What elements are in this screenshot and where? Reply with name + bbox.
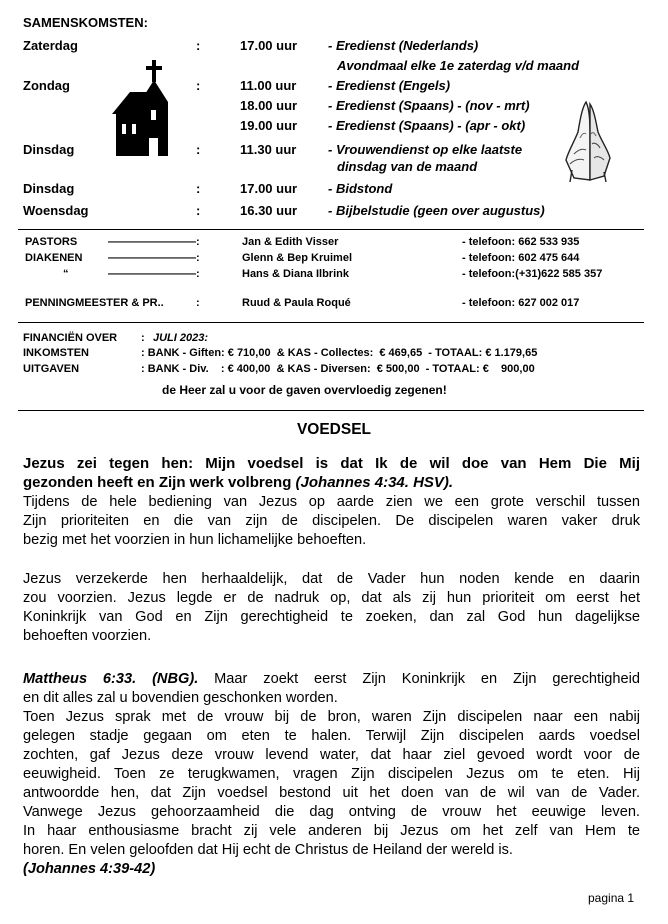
schedule-time: 11.30 uur bbox=[240, 142, 297, 157]
contact-names: Jan & Edith Visser bbox=[242, 236, 339, 248]
schedule-description: dinsdag van de maand bbox=[337, 159, 478, 174]
blessing-text: de Heer zal u voor de gaven overvloedig zegenen! bbox=[162, 383, 447, 397]
paragraph-1 bbox=[23, 493, 640, 550]
contact-names: Hans & Diana Ilbrink bbox=[242, 268, 349, 280]
schedule-day: Dinsdag bbox=[23, 181, 75, 196]
contact-phone: - telefoon: 602 475 644 bbox=[462, 252, 580, 264]
paragraph-line: zou voorzien. Jezus legde er de nadruk op, dat als zij hun prioriteit om eerst het bbox=[23, 590, 640, 606]
praying-hands-icon bbox=[560, 98, 616, 182]
schedule-colon: : bbox=[196, 203, 201, 218]
paragraph-line: en dit alles zal u bovendien geschonken worden. bbox=[23, 690, 338, 706]
schedule-description: Avondmaal elke 1e zaterdag v/d maand bbox=[337, 58, 580, 73]
schedule-colon: : bbox=[196, 38, 201, 53]
contact-role: DIAKENEN bbox=[25, 252, 83, 264]
paragraph-line: In haar enthousiasme bracht zij vele anderen bij Jezus om het zelf van Hem te bbox=[23, 823, 640, 839]
schedule-description: - Bidstond bbox=[328, 181, 393, 196]
finances-label: FINANCIËN OVER bbox=[23, 332, 118, 344]
church-icon bbox=[112, 58, 184, 158]
schedule-heading: SAMENSKOMSTEN: bbox=[23, 15, 148, 30]
contact-role: “ bbox=[63, 268, 69, 280]
schedule-time: 16.30 uur bbox=[240, 203, 298, 218]
paragraph-line: Vanwege Jezus gehoorzaamheid die dag ontving de vrouw het eeuwige leven. bbox=[23, 804, 640, 820]
contact-dash: ————————: bbox=[108, 252, 200, 264]
expense-text: : BANK - Div. : € 400,00 & KAS - Diversen: € 500,00 - TOTAAL: € 900,00 bbox=[141, 363, 535, 375]
schedule-time: 18.00 uur bbox=[240, 98, 298, 113]
contact-role: PASTORS bbox=[25, 236, 78, 248]
p3-ref: Mattheus 6:33. (NBG). bbox=[23, 671, 199, 687]
divider bbox=[18, 322, 644, 323]
schedule-time: 19.00 uur bbox=[240, 118, 298, 133]
contact-dash: : bbox=[196, 297, 200, 309]
contact-dash: ————————: bbox=[108, 236, 200, 248]
quote-line-text: gezonden heeft en Zijn werk volbreng bbox=[23, 474, 296, 491]
finances-month: JULI 2023: bbox=[153, 332, 209, 344]
contact-names: Glenn & Bep Kruimel bbox=[242, 252, 353, 264]
paragraph-line: Zijn prioriteiten en die van zijn de discipelen. De discipelen waren vaker druk bbox=[23, 513, 640, 529]
schedule-colon: : bbox=[196, 181, 201, 196]
quote-line bbox=[23, 473, 640, 492]
schedule-description: - Bijbelstudie (geen over augustus) bbox=[328, 203, 545, 218]
income-text: : BANK - Giften: € 710,00 & KAS - Collectes: € 469,65 - TOTAAL: € 1.179,65 bbox=[141, 347, 538, 359]
article-title: VOEDSEL bbox=[296, 421, 372, 438]
schedule-time: 17.00 uur bbox=[240, 38, 298, 53]
schedule-description: - Eredienst (Spaans) - (nov - mrt) bbox=[328, 98, 530, 113]
quote-ref: (Johannes 4:34. HSV). bbox=[295, 474, 454, 491]
contact-phone: - telefoon:(+31)622 585 357 bbox=[462, 268, 603, 280]
paragraph-line: zochten, gaf Jezus deze vrouw levend water, dat haar ziel gevoed wordt voor de bbox=[23, 747, 640, 763]
paragraph-line: antwoordde hen, dat Zijn voedsel bestond uit het doen van de wil van de Vader. bbox=[23, 785, 640, 801]
finances-colon: : bbox=[141, 332, 145, 344]
schedule-time: 17.00 uur bbox=[240, 181, 298, 196]
paragraph-line: Tijdens de hele bediening van Jezus op aarde zien we een grote verschil tussen bbox=[23, 494, 640, 510]
schedule-day: Zaterdag bbox=[23, 38, 78, 53]
contact-names: Ruud & Paula Roqué bbox=[242, 297, 351, 309]
paragraph-line: behoeften voorzien. bbox=[23, 628, 152, 644]
paragraph-3 bbox=[23, 670, 640, 879]
schedule-description: - Eredienst (Spaans) - (apr - okt) bbox=[328, 118, 526, 133]
schedule-time: 11.00 uur bbox=[240, 78, 297, 93]
schedule-description: - Eredienst (Engels) bbox=[328, 78, 451, 93]
page-number: pagina 1 bbox=[588, 891, 635, 905]
paragraph-line: Toen Jezus sprak met de vrouw bij de bron, waren Zijn discipelen naar een nabij bbox=[23, 709, 640, 725]
schedule-day: Dinsdag bbox=[23, 142, 75, 157]
schedule-description: - Eredienst (Nederlands) bbox=[328, 38, 479, 53]
paragraph-line: eeuwigheid. Toen ze terugkwamen, vragen Zijn discipelen Jezus om te eten. Hij bbox=[23, 766, 640, 782]
p3-first-rest: Maar zoekt eerst Zijn Koninkrijk en Zijn gerechtigheid bbox=[198, 671, 640, 687]
income-label: INKOMSTEN bbox=[23, 347, 89, 359]
paragraph-line: gelegen stadje gegaan om eten te halen. Terwijl Zijn discipelen aards voedsel bbox=[23, 728, 640, 744]
divider bbox=[18, 410, 644, 411]
schedule-colon: : bbox=[196, 142, 201, 157]
contact-role: PENNINGMEESTER & PR.. bbox=[25, 297, 164, 309]
schedule-day: Zondag bbox=[23, 78, 70, 93]
quote-line: Jezus zei tegen hen: Mijn voedsel is dat Ik de wil doe van Hem Die Mij bbox=[23, 455, 640, 472]
schedule-day: Woensdag bbox=[23, 203, 89, 218]
contact-phone: - telefoon: 627 002 017 bbox=[462, 297, 580, 309]
paragraph-line: horen. En velen geloofden dat Hij echt de Christus de Heiland der wereld is. bbox=[23, 842, 513, 858]
final-ref: (Johannes 4:39-42) bbox=[23, 861, 156, 877]
paragraph-2 bbox=[23, 570, 640, 646]
divider bbox=[18, 229, 644, 230]
contact-phone: - telefoon: 662 533 935 bbox=[462, 236, 580, 248]
paragraph-line bbox=[23, 670, 640, 689]
paragraph-line: Koninkrijk van God en Zijn gerechtigheid te zoeken, dan zal God hun dagelijkse bbox=[23, 609, 640, 625]
expense-label: UITGAVEN bbox=[23, 363, 80, 375]
paragraph-line: bezig met het voorzien in hun lichamelijke behoeften. bbox=[23, 532, 367, 548]
schedule-description: - Vrouwendienst op elke laatste bbox=[328, 142, 523, 157]
contact-dash: ————————: bbox=[108, 268, 200, 280]
article-quote bbox=[23, 454, 640, 492]
schedule-colon: : bbox=[196, 78, 201, 93]
paragraph-line: Jezus verzekerde hen herhaaldelijk, dat de Vader hun noden kende en daarin bbox=[23, 571, 640, 587]
